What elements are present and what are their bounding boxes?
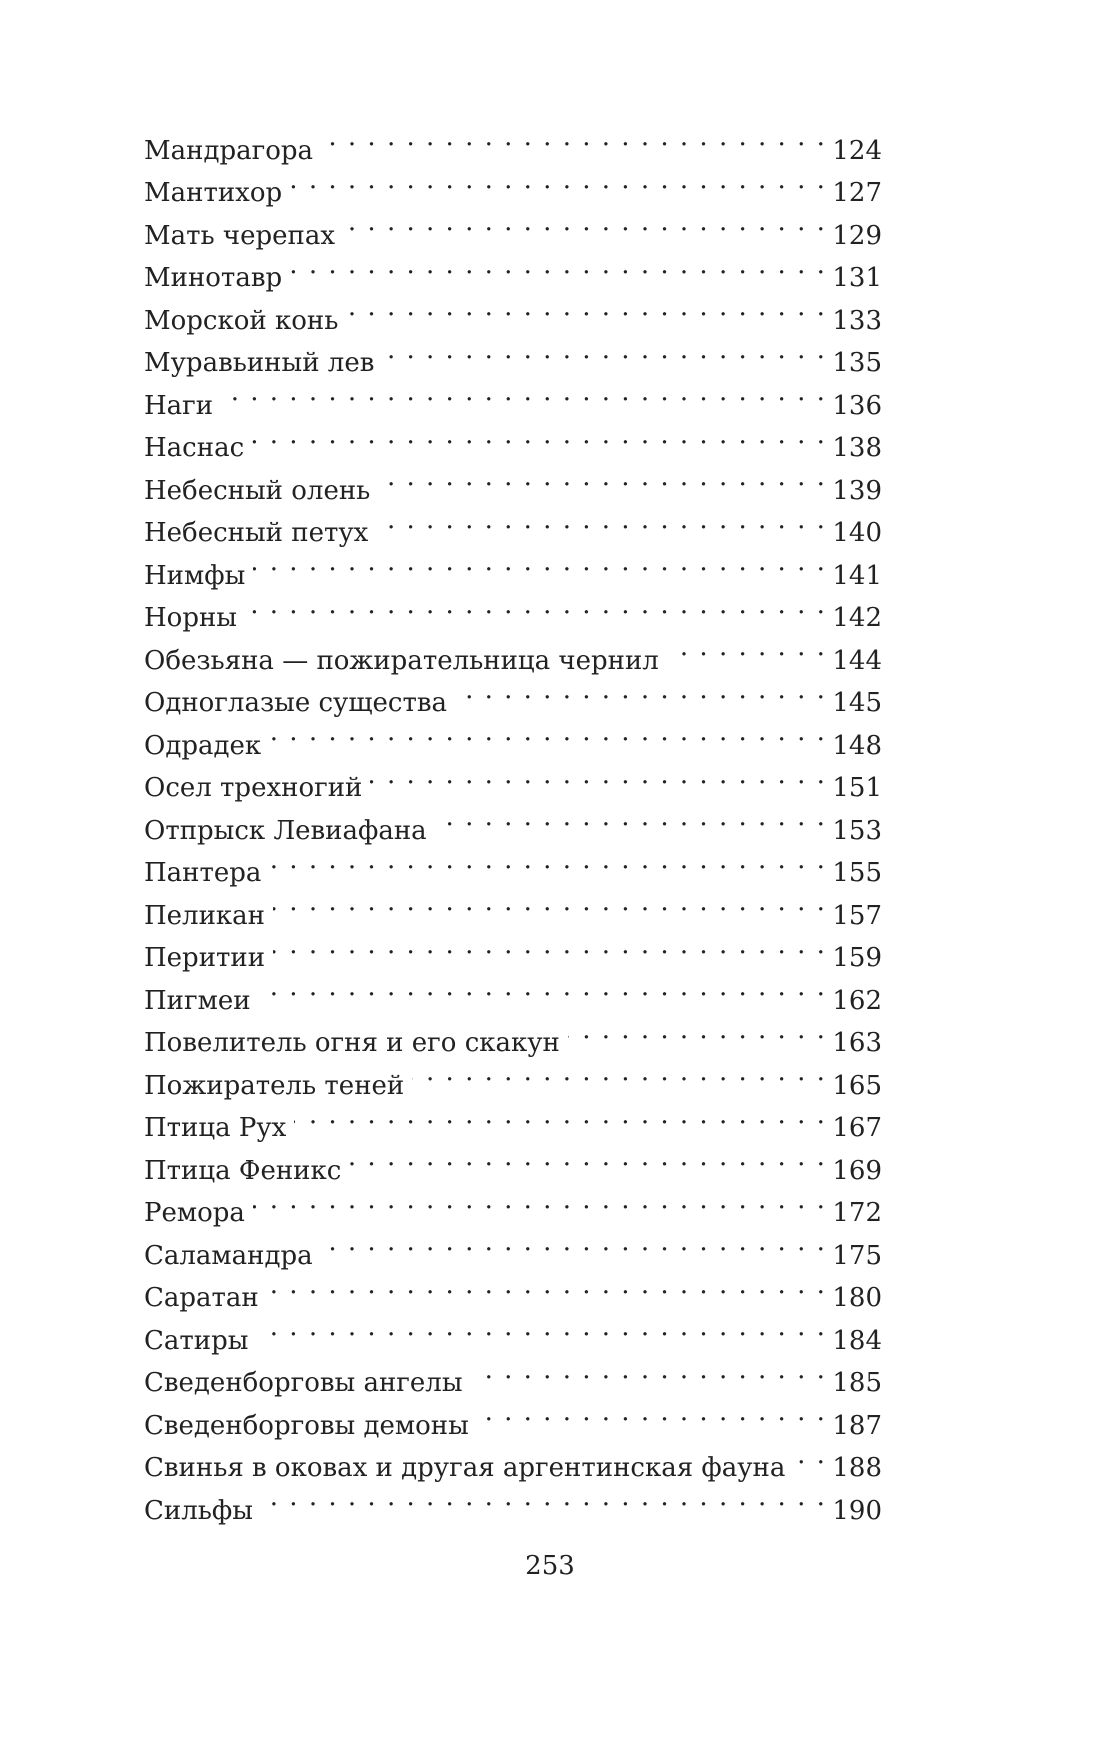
toc-entry-title: Сведенборговы демоны (144, 1410, 469, 1441)
dot-leader (346, 286, 826, 329)
toc-entry (144, 371, 882, 421)
toc-entry-title: Отпрыск Левиафана (144, 815, 427, 846)
toc-entry-title: Саратан (144, 1283, 259, 1313)
toc-entry-page: 145 (832, 688, 882, 718)
toc-entry-page: 159 (832, 943, 882, 973)
table-of-contents (144, 116, 882, 1526)
toc-entry-title: Обезьяна — пожирательница чернил (144, 645, 659, 676)
toc-entry-page: 180 (832, 1283, 882, 1313)
toc-entry-page: 169 (832, 1155, 882, 1186)
toc-entry (144, 1179, 882, 1228)
toc-entry-title: Мать черепах (144, 220, 336, 251)
toc-entry-title: Пигмеи (144, 985, 251, 1016)
toc-entry-page: 185 (832, 1368, 882, 1398)
toc-entry-page: 136 (832, 390, 882, 421)
toc-entry-title: Ремора (144, 1198, 245, 1228)
dot-leader (378, 456, 826, 499)
dot-leader (253, 1179, 826, 1222)
toc-entry-page: 165 (832, 1070, 882, 1101)
dot-leader (321, 1221, 827, 1264)
toc-entry-title: Минотавр (144, 263, 283, 293)
dot-leader (435, 796, 827, 839)
toc-entry-title: Наснас (144, 433, 245, 463)
dot-leader (245, 584, 826, 627)
toc-entry (144, 541, 882, 591)
toc-entry-title: Птица Феникс (144, 1155, 342, 1186)
toc-entry-page: 127 (832, 178, 882, 208)
toc-entry-title: Сильфы (144, 1495, 253, 1526)
dot-leader (290, 159, 826, 202)
toc-entry-title: Перитии (144, 943, 266, 973)
dot-leader (267, 1264, 827, 1307)
toc-entry-title: Повелитель огня и его скакун (144, 1028, 560, 1058)
toc-entry-page: 155 (832, 858, 882, 888)
toc-entry-page: 140 (832, 518, 882, 548)
dot-leader (294, 1094, 826, 1137)
dot-leader (269, 839, 826, 882)
toc-entry-title: Мандрагора (144, 135, 314, 166)
toc-entry (144, 116, 882, 166)
toc-entry (144, 414, 882, 463)
dot-leader (252, 414, 826, 457)
toc-entry-page: 184 (832, 1325, 882, 1356)
toc-entry-page: 144 (832, 645, 882, 676)
toc-entry-title: Небесный петух (144, 518, 369, 548)
dot-leader (273, 924, 826, 967)
toc-entry-page: 163 (832, 1028, 882, 1058)
toc-entry-title: Муравьиный лев (144, 348, 375, 378)
toc-entry-title: Сведенборговы ангелы (144, 1368, 463, 1398)
toc-entry-page: 157 (832, 900, 882, 931)
dot-leader (261, 1476, 826, 1519)
toc-entry (144, 456, 882, 506)
toc-entry-page: 188 (832, 1453, 882, 1483)
toc-entry-title: Морской конь (144, 305, 339, 336)
dot-leader (256, 1306, 826, 1349)
dot-leader (376, 499, 826, 542)
toc-entry-page: 131 (832, 263, 882, 293)
toc-entry-title: Свинья в оковах и другая аргентинская фауна (144, 1453, 786, 1483)
toc-entry (144, 584, 882, 633)
dot-leader (273, 881, 826, 924)
toc-entry-page: 135 (832, 348, 882, 378)
dot-leader (477, 1391, 827, 1434)
dot-leader (382, 329, 826, 372)
page-number: 253 (525, 1551, 575, 1581)
toc-entry-title: Пожиратель теней (144, 1070, 405, 1101)
dot-leader (455, 669, 826, 712)
toc-entry-title: Саламандра (144, 1240, 313, 1271)
toc-entry-page: 153 (832, 815, 882, 846)
dot-leader (568, 1009, 826, 1052)
dot-leader (667, 626, 827, 669)
toc-entry-page: 162 (832, 985, 882, 1016)
toc-entry-title: Пантера (144, 858, 262, 888)
toc-entry-title: Нимфы (144, 560, 246, 591)
toc-entry-title: Пеликан (144, 900, 265, 931)
toc-entry-title: Птица Рух (144, 1113, 287, 1143)
dot-leader (253, 541, 826, 584)
toc-entry-title: Одрадек (144, 730, 262, 761)
dot-leader (321, 116, 826, 159)
dot-leader (471, 1349, 827, 1392)
dot-leader (290, 244, 826, 287)
toc-entry-page: 187 (832, 1410, 882, 1441)
toc-entry-page: 167 (832, 1113, 882, 1143)
toc-entry-page: 133 (832, 305, 882, 336)
toc-entry-page: 139 (832, 475, 882, 506)
dot-leader (269, 711, 826, 754)
dot-leader (793, 1434, 826, 1477)
toc-entry-page: 142 (832, 603, 882, 633)
dot-leader (259, 966, 827, 1009)
toc-entry-title: Одноглазые существа (144, 688, 447, 718)
toc-entry-page: 175 (832, 1240, 882, 1271)
toc-entry-title: Небесный олень (144, 475, 371, 506)
dot-leader (370, 754, 826, 797)
dot-leader (221, 371, 826, 414)
toc-entry-page: 141 (832, 560, 882, 591)
toc-entry-page: 129 (832, 220, 882, 251)
toc-entry-title: Наги (144, 390, 214, 421)
toc-entry-title: Мантихор (144, 178, 283, 208)
toc-entry-title: Осел трехногий (144, 773, 363, 803)
toc-entry (144, 1221, 882, 1271)
dot-leader (343, 201, 826, 244)
toc-entry-page: 172 (832, 1198, 882, 1228)
toc-entry-page: 124 (832, 135, 882, 166)
toc-entry-page: 190 (832, 1495, 882, 1526)
toc-entry-page: 151 (832, 773, 882, 803)
toc-entry-page: 138 (832, 433, 882, 463)
dot-leader (349, 1136, 826, 1179)
toc-entry-page: 148 (832, 730, 882, 761)
dot-leader (412, 1051, 826, 1094)
toc-entry (144, 626, 882, 676)
toc-entry-title: Норны (144, 603, 237, 633)
toc-entry-title: Сатиры (144, 1325, 249, 1356)
